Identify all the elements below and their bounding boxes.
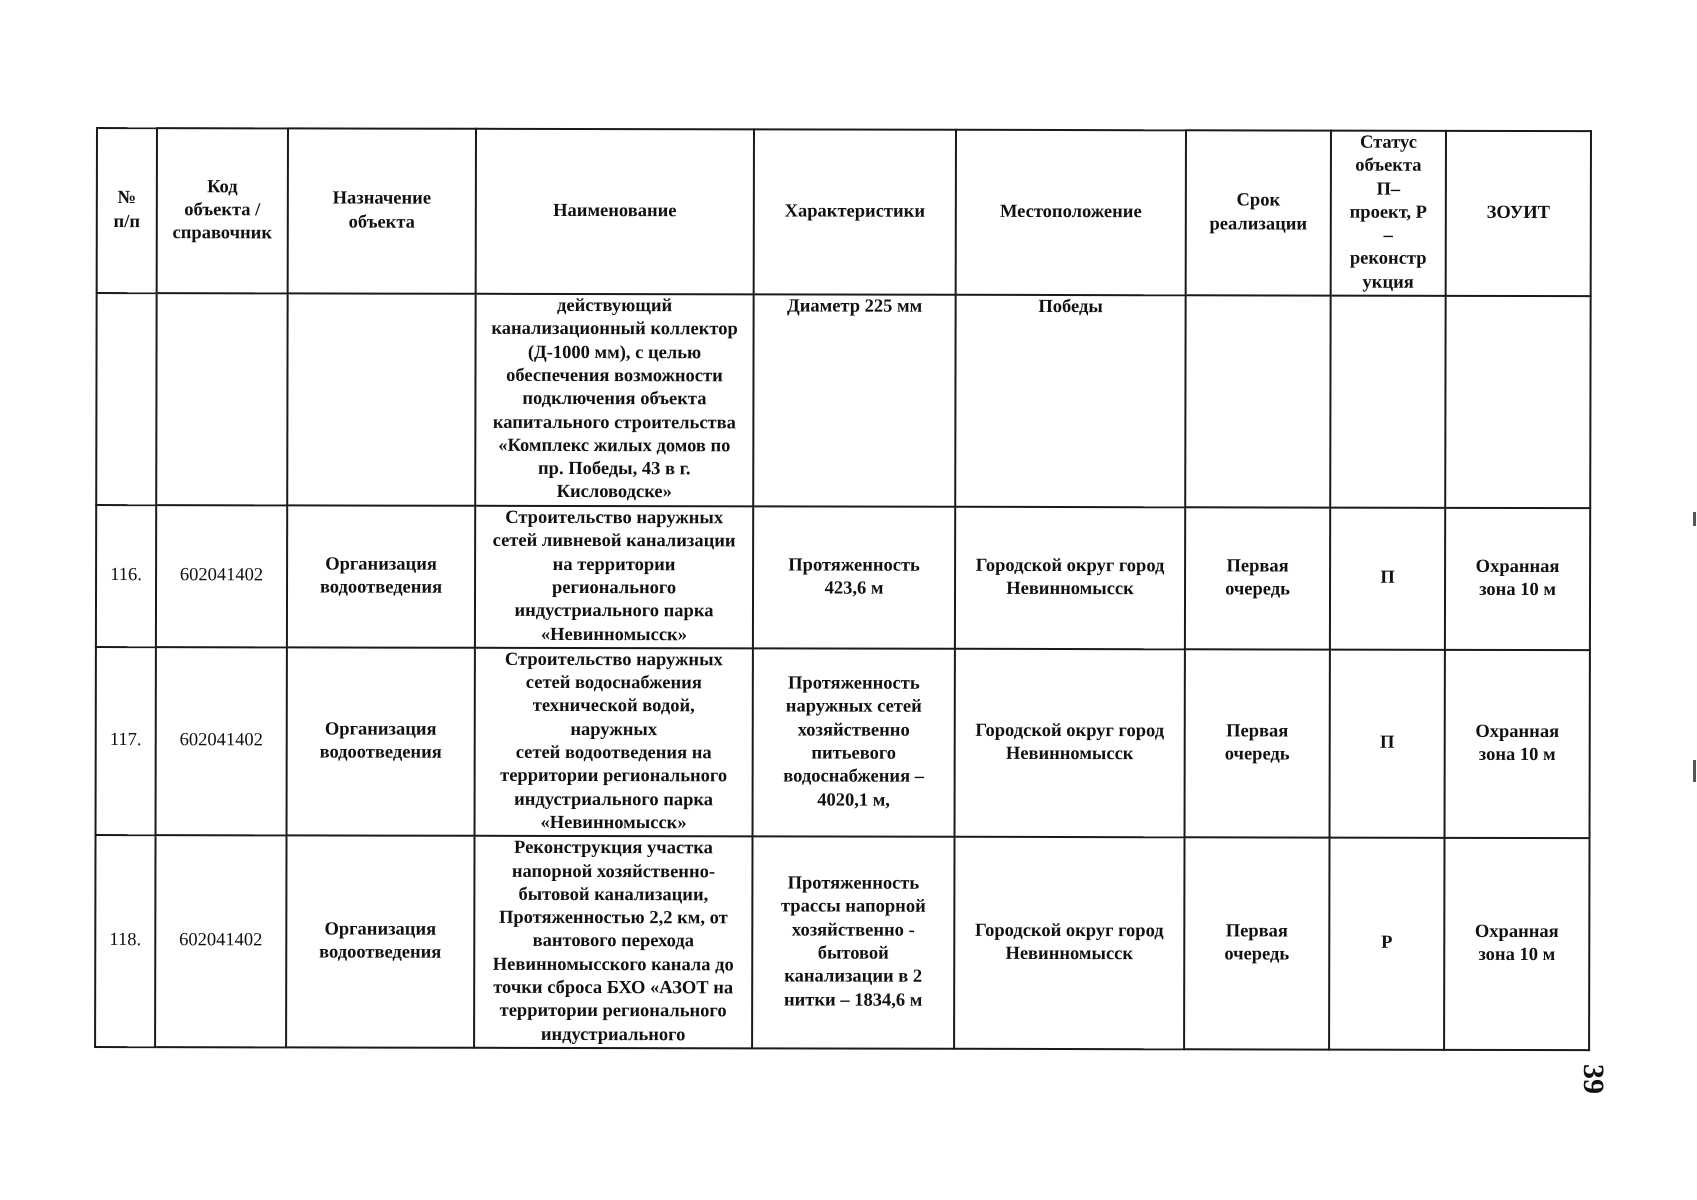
cell-location: Победы — [955, 295, 1185, 507]
header-name: Наименование — [476, 129, 754, 295]
cell-zouit: Охранная зона 10 м — [1444, 838, 1589, 1050]
table-row — [96, 647, 1590, 839]
cell-term: Первая очередь — [1185, 649, 1330, 838]
cell-zouit: Охранная зона 10 м — [1445, 650, 1590, 839]
cell-code: 602041402 — [156, 505, 287, 647]
table-header-row — [97, 128, 1591, 296]
header-status: Статус объекта П– проект, Р – реконстр укция — [1331, 131, 1446, 296]
cell-num: 118. — [95, 835, 155, 1047]
header-location: Местоположение — [956, 130, 1186, 296]
cell-characteristics: Протяженность наружных сетей хозяйственно питьевого водоснабжения – 4020,1 м, — [753, 648, 955, 837]
cell-status — [1330, 296, 1445, 508]
cell-characteristics: Диаметр 225 мм — [753, 294, 955, 506]
cell-code: 602041402 — [156, 647, 287, 836]
cell-purpose — [287, 293, 475, 505]
header-characteristics: Характеристики — [754, 129, 956, 295]
scan-edge-mark — [1693, 512, 1696, 526]
cell-purpose: Организация водоотведения — [287, 505, 475, 647]
cell-purpose: Организация водоотведения — [287, 647, 475, 836]
cell-status: Р — [1329, 838, 1444, 1050]
cell-term: Первая очередь — [1184, 838, 1329, 1050]
cell-status: П — [1330, 649, 1445, 838]
cell-name: Строительство наружных сетей ливневой канализации на территории регионального индустриального парка «Невинномысск» — [475, 506, 753, 648]
cell-purpose: Организация водоотведения — [286, 836, 474, 1048]
cell-num: 116. — [96, 505, 156, 647]
cell-status: П — [1330, 508, 1445, 650]
cell-term — [1185, 295, 1330, 507]
cell-code: 602041402 — [155, 835, 286, 1047]
cell-code — [156, 293, 287, 505]
cell-num: 117. — [96, 647, 156, 836]
header-term: Срок реализации — [1186, 130, 1331, 295]
cell-name: действующий канализационный коллектор (Д-1000 мм), с целью обеспечения возможности подключения объекта капитального строительства «Комплекс жилых домов по пр. Победы, 43 в г. Кисловодске» — [475, 294, 753, 507]
cell-zouit: Охранная зона 10 м — [1445, 508, 1590, 650]
cell-term: Первая очередь — [1185, 507, 1330, 649]
header-code: Код объекта / справочник — [157, 128, 288, 293]
cell-location: Городской округ город Невинномысск — [955, 507, 1185, 649]
scan-edge-mark — [1693, 760, 1696, 782]
cell-name: Реконструкция участка напорной хозяйственно- бытовой канализации, Протяженностью 2,2 км, от вантового перехода Невинномысского канала до точки сброса БХО «АЗОТ на территории регионального индустриального — [474, 836, 752, 1048]
cell-location: Городской округ город Невинномысск — [955, 649, 1185, 838]
header-num: № п/п — [97, 128, 157, 293]
cell-zouit — [1445, 296, 1590, 508]
table-row — [96, 293, 1590, 508]
cell-characteristics: Протяженность 423,6 м — [753, 506, 955, 648]
header-zouit: ЗОУИТ — [1446, 131, 1591, 296]
page-number: 39 — [1577, 1064, 1610, 1094]
table-row — [96, 505, 1590, 650]
cell-characteristics: Протяженность трассы напорной хозяйственно - бытовой канализации в 2 нитки – 1834,6 м — [752, 837, 954, 1049]
table-row — [95, 835, 1589, 1050]
cell-name: Строительство наружных сетей водоснабжения технической водой, наружных сетей водоотведения на территории регионального индустриального парка «Невинномысск» — [475, 648, 753, 837]
header-purpose: Назначение объекта — [288, 128, 476, 293]
cell-location: Городской округ город Невинномысск — [954, 837, 1184, 1049]
data-table — [94, 127, 1592, 1051]
cell-num — [96, 293, 156, 505]
